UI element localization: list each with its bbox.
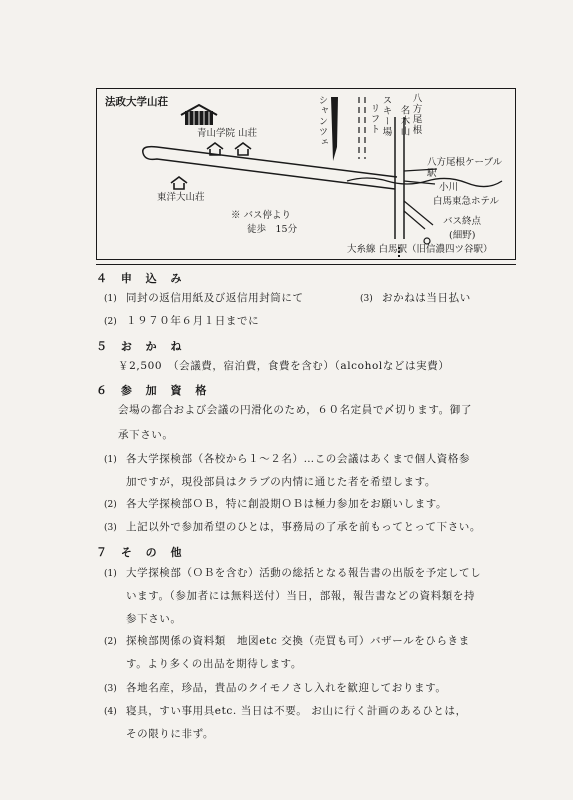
map-label-ogawa: 小川 [439, 182, 459, 193]
s7-item-2-line-2: す。より多くの出品を期待します。 [126, 658, 302, 670]
section-6-title: ６ 参 加 資 格 [96, 384, 212, 397]
access-map [96, 88, 516, 260]
section-5-title: ５ お か ね [96, 340, 187, 353]
map-label-walk1: ※ バス停より [231, 210, 292, 221]
aoyama-lodge-icon [207, 143, 251, 155]
s7-item-3: 各地名産，珍品，貴品のクイモノさし入れを歓迎しております。 [126, 682, 447, 694]
s7-item-4-num: (4) [104, 707, 117, 717]
s6-item-2-num: (2) [104, 500, 117, 510]
map-label-hosono: (細野) [449, 230, 476, 241]
s7-item-1-line-1: 大学探検部（ＯＢを含む）活動の総括となる報告書の出版を予定してし [126, 567, 482, 579]
map-label-hosei: 法政大学山荘 [105, 96, 168, 108]
map-label-aoyama: 青山学院 山荘 [197, 128, 258, 139]
s4-item-1: 同封の返信用紙及び返信用封筒にて [126, 292, 304, 304]
s6-intro-line-1: 会場の都合および会議の円滑化のため，６０名定員で〆切ります。御了 [118, 404, 472, 416]
s4-item-2-num: (2) [104, 317, 117, 327]
s6-item-1-num: (1) [104, 455, 117, 465]
map-label-hotel: 白馬東急ホテル [433, 196, 500, 207]
map-label-schanze: シャンツェ [316, 95, 328, 148]
s6-item-3: 上記以外で参加希望のひとは，事務局の了承を前もってとって下さい。 [126, 521, 481, 533]
bus-branch [404, 201, 433, 229]
map-label-cable: 八方尾根ケーブル駅 [427, 157, 503, 180]
ski-jump-shape [331, 97, 338, 161]
s7-item-2-num: (2) [104, 637, 117, 647]
section-4-title: ４ 申 込 み [96, 272, 187, 285]
divider-line [96, 264, 516, 265]
s7-item-3-num: (3) [104, 684, 117, 694]
toyo-lodge-icon [171, 177, 187, 189]
map-label-happo: 八方尾根 [410, 93, 422, 135]
s4-item-3-num: (3) [360, 294, 373, 304]
s7-item-1-line-3: 参下さい。 [126, 613, 182, 625]
map-label-station: 大糸線 白馬駅（旧信濃四ツ谷駅） [347, 244, 493, 255]
ski-lift-line [359, 97, 365, 159]
map-label-lift: リフト [368, 103, 380, 135]
map-label-namiki: 名木山 [398, 105, 410, 137]
s7-item-4-line-1: 寝具，すい事用具etc. 当日は不要。 お山に行く計画のあるひとは， [126, 705, 467, 717]
s7-item-2-line-1: 探検部関係の資料類 地図etc 交換（売買も可）バザールをひらきま [126, 635, 470, 647]
section-7-title: ７ そ の 他 [96, 546, 187, 559]
s5-price: ￥2,500 （会議費，宿泊費，食費を含む）（alcoholなどは実費） [118, 360, 450, 372]
map-label-bus-end: バス終点 [443, 216, 482, 227]
s4-item-3: おかねは当日払い [382, 292, 471, 304]
s7-item-4-line-2: その限りに非ず。 [126, 728, 214, 740]
s6-intro-line-2: 承下さい。 [118, 429, 174, 441]
s7-item-1-num: (1) [104, 569, 117, 579]
s6-item-2: 各大学探検部ＯＢ，特に創設期ＯＢは極力参加をお願いします。 [126, 498, 448, 510]
map-label-ski-area: スキー場 [380, 95, 392, 137]
s4-item-1-num: (1) [104, 294, 117, 304]
map-label-walk2: 徒歩 15分 [247, 224, 298, 235]
map-label-toyo: 東洋大山荘 [157, 192, 205, 203]
s7-item-1-line-2: います。（参加者には無料送付）当日，部報，報告書などの資料類を持 [126, 590, 476, 602]
s6-item-3-num: (3) [104, 523, 117, 533]
hosei-lodge-icon [181, 105, 217, 125]
s4-item-2: １９７０年６月１日までに [126, 315, 260, 327]
s6-item-1-line-1: 各大学探検部（各校から１～２名）…この会議はあくまで個人資格参 [126, 453, 471, 465]
s6-item-1-line-2: 加ですが，現役部員はクラブの内情に通じた者を希望します。 [126, 476, 436, 488]
